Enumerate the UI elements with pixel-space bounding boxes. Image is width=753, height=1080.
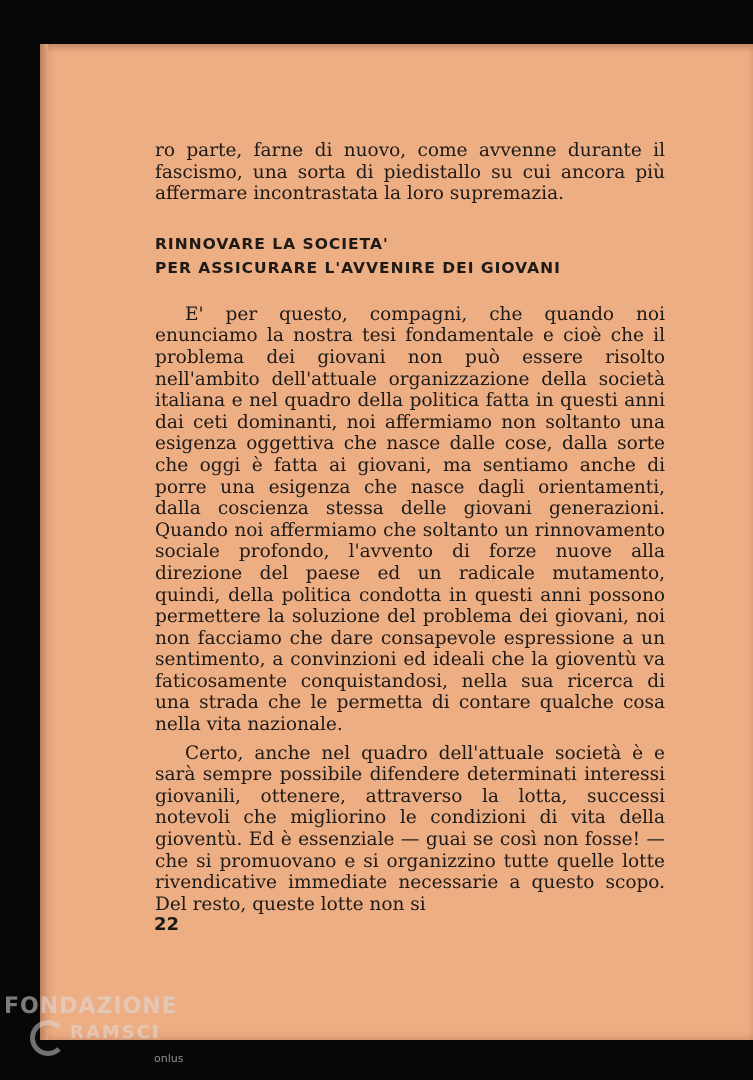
- watermark-line-1: FONDAZIONE: [4, 994, 178, 1019]
- watermark-logo: [4, 994, 184, 1065]
- paragraph-intro: ro parte, farne di nuovo, come avvenne durante il fascismo, una sorta di piedistallo su cui ancora più affermare incontrastata la loro supremazia.: [155, 140, 665, 205]
- watermark-sub: onlus: [154, 1052, 184, 1065]
- paragraph-1: E' per questo, compagni, che quando noi enunciamo la nostra tesi fondamentale e cioè che il problema dei giovani non può essere risolto nell'ambito dell'attuale organizzazione della società italiana e nel quadro della politica fatta in questi anni dai ceti dominanti, noi affermiamo non soltanto una esigenza oggettiva che nasce dalle cose, dalla sorte che oggi è fatta ai giovani, ma sentiamo anche di porre una esigenza che nasce dagli orientamenti, dalla coscienza stessa delle giovani generazioni. Quando noi affermiamo che soltanto un rinnovamento sociale profondo, l'avvento di forze nuove alla direzione del paese ed un radicale mutamento, quindi, della politica condotta in questi anni possono permettere la soluzione del problema dei giovani, noi non facciamo che dare consapevole espressione a un sentimento, a convinzioni ed ideali che la gioventù va faticosamente conquistandosi, nella sua ricerca di una strada che le permetta di contare qualche cosa nella vita nazionale.: [155, 303, 665, 736]
- page-number: 22: [154, 914, 180, 935]
- heading-line-2: PER ASSICURARE L'AVVENIRE DEI GIOVANI: [155, 258, 561, 277]
- watermark-line-2: RAMSCI: [70, 1022, 161, 1043]
- page-edge-shadow: [40, 44, 48, 1040]
- paragraph-2: Certo, anche nel quadro dell'attuale società è e sarà sempre possibile difendere determinati interessi giovanili, ottenere, attraverso la lotta, successi notevoli che migliorino le condizioni di vita della gioventù. Ed è essenziale — guai se così non fosse! — che si promuovano e si organizzino tutte quelle lotte rivendicative immediate necessarie a questo scopo. Del resto, queste lotte non si: [155, 742, 665, 915]
- g-logo-icon: [30, 1020, 66, 1056]
- page-text: [155, 140, 665, 915]
- section-heading: [155, 232, 665, 280]
- heading-line-1: RINNOVARE LA SOCIETA': [155, 234, 389, 253]
